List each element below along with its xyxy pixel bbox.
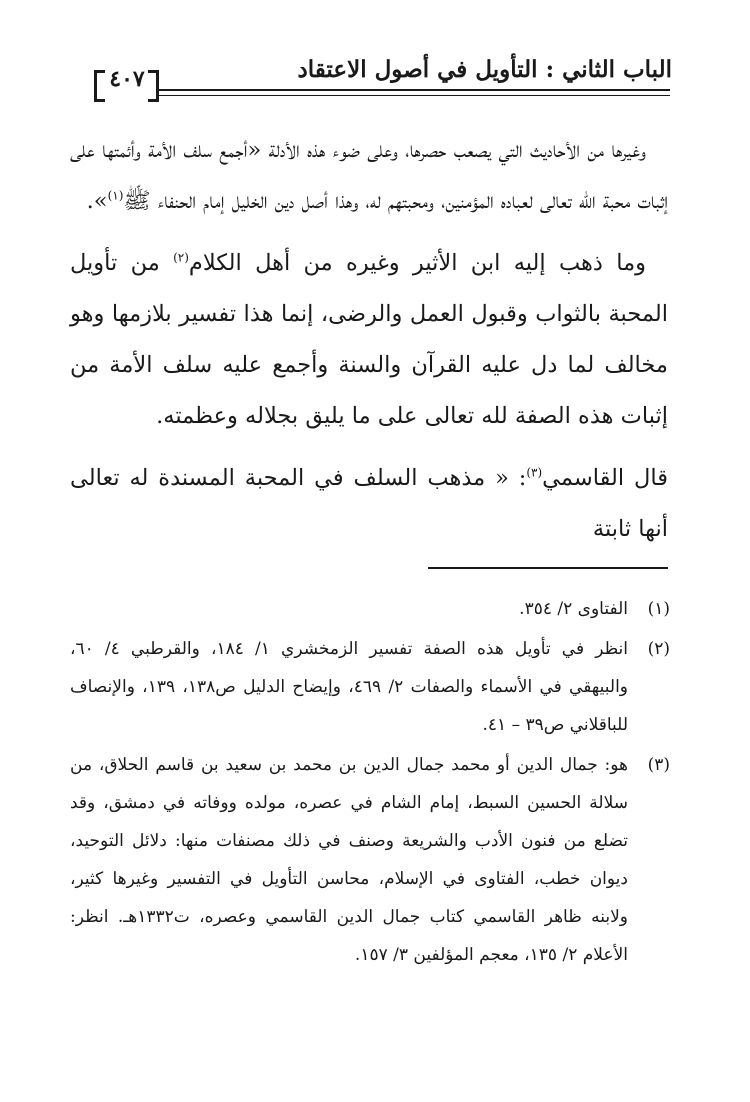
- paragraph-1-text: وغيرها من الأحاديث التي يصعب حصرها، وعلى ضوء هذه الأدلة «أجمع سلف الأمة وأئمتها على إثبات محبة الله تعالى لعباده المؤمنين، ومحبتهم له، وهذا أصل دين الخليل إمام الحنفاء ﷺ: [70, 137, 668, 214]
- footnote-number: (٣): [647, 755, 670, 775]
- footnotes: [70, 590, 670, 976]
- footnote-ref-2: (٢): [173, 250, 189, 265]
- footnote-2: [70, 630, 670, 744]
- footnote-1: [70, 590, 670, 628]
- paragraph-2: [70, 238, 668, 442]
- footnote-separator: [428, 567, 668, 569]
- footnote-ref-1: (١): [107, 188, 124, 203]
- footnote-text: الفتاوى ٢/ ٣٥٤.: [519, 599, 628, 619]
- paragraph-3: [70, 453, 668, 555]
- footnote-ref-3: (٣): [526, 465, 543, 480]
- footnote-text: هو: جمال الدين أو محمد جمال الدين بن محمد بن سعيد بن قاسم الحلاق، من سلالة الحسين السبط، إمام الشام في عصره، مولده ووفاته في دمشق، وقد تضلع من فنون الأدب والشريعة وصنف في ذلك مصنفات منها: دلائل التوحيد، ديوان خطب، الفتاوى في الإسلام، محاسن التأويل في التفسير وغيرها كثير، ولابنه ظاهر القاسمي كتاب جمال الدين القاسمي وعصره، ت١٣٣٢هـ. انظر: الأعلام ٢/ ١٣٥، معجم المؤلفين ٣/ ١٥٧.: [70, 755, 628, 965]
- paragraph-2-text: وما ذهب إليه ابن الأثير وغيره من أهل الكلام: [188, 250, 646, 276]
- footnote-3: [70, 746, 670, 974]
- paragraph-2-tail: من تأويل المحبة بالثواب وقبول العمل والرضى، إنما هذا تفسير بلازمها وهو مخالف لما دل عليه القرآن والسنة وأجمع عليه سلف الأمة من إثبات هذه الصفة لله تعالى على ما يليق بجلاله وعظمته.: [70, 250, 668, 429]
- footnote-text: انظر في تأويل هذه الصفة تفسير الزمخشري ١/ ١٨٤، والقرطبي ٤/ ٦٠، والبيهقي في الأسماء والصفات ٢/ ٤٦٩، وإيضاح الدليل ص١٣٨، ١٣٩، والإنصاف للباقلاني ص٣٩ – ٤١.: [70, 639, 629, 735]
- paragraph-1-tail: ».: [86, 188, 108, 214]
- footnote-number: (٢): [647, 639, 670, 659]
- main-text: [70, 125, 668, 566]
- paragraph-3-tail: : « مذهب السلف في المحبة المسندة له تعالى أنها ثابتة: [70, 465, 668, 542]
- header-rule-thin: [156, 95, 670, 96]
- paragraph-3-text: قال القاسمي: [542, 465, 668, 491]
- footnote-number: (١): [647, 599, 670, 619]
- chapter-header-title: الباب الثاني : التأويل في أصول الاعتقاد: [297, 56, 672, 83]
- header-rule-thick: [156, 89, 670, 91]
- page-number: ٤٠٧: [109, 66, 145, 92]
- paragraph-1: [70, 125, 668, 227]
